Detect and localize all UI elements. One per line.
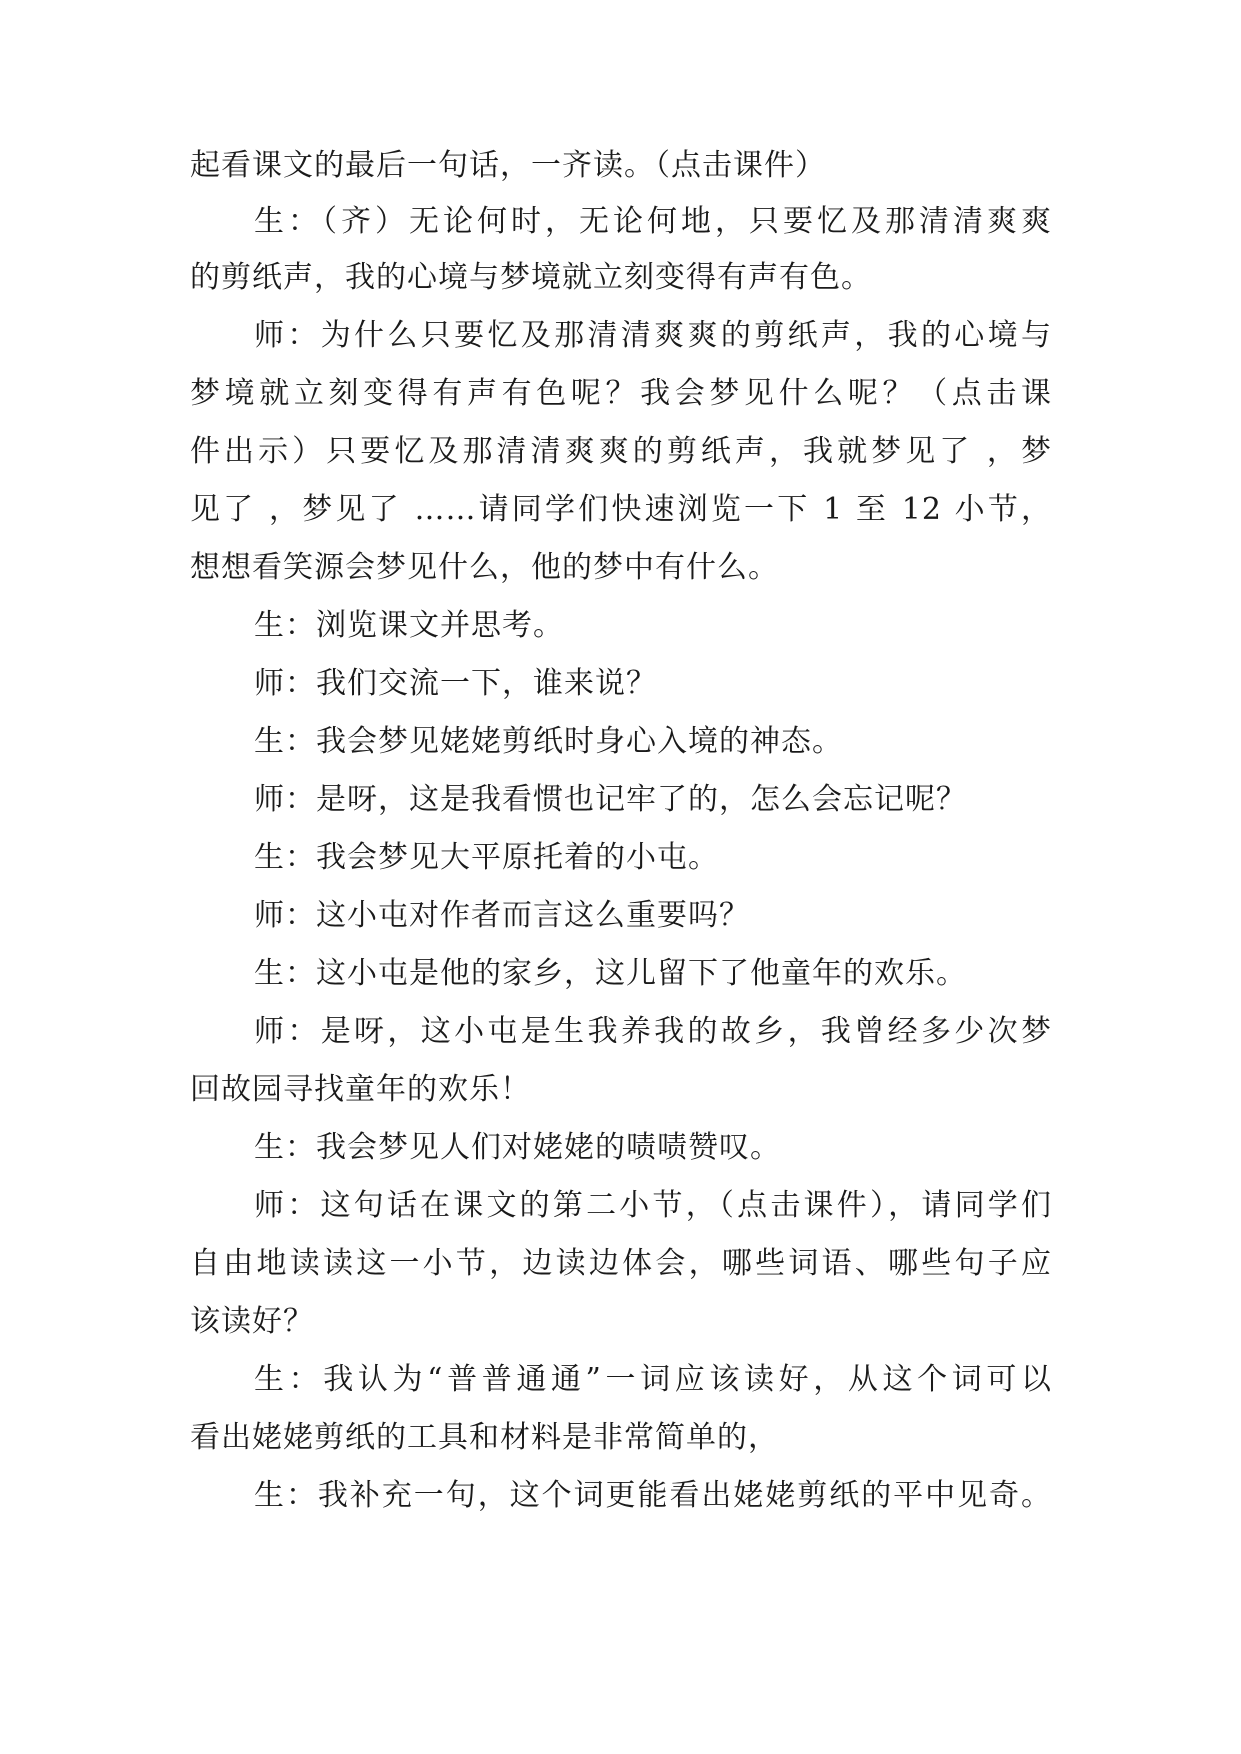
text-line: 看出姥姥剪纸的工具和材料是非常简单的， <box>190 1420 779 1455</box>
text-line: 师：为什么只要忆及那清清爽爽的剪纸声，我的心境与 <box>254 318 1052 353</box>
text-line: 生：（齐）无论何时，无论何地，只要忆及那清清爽爽 <box>254 204 1052 239</box>
text-line: 生：这小屯是他的家乡，这儿留下了他童年的欢乐。 <box>254 956 967 991</box>
text-line: 生：浏览课文并思考。 <box>254 608 564 643</box>
text-line: 师：是呀，这小屯是生我养我的故乡，我曾经多少次梦 <box>254 1014 1052 1049</box>
text-line: 师：这小屯对作者而言这么重要吗？ <box>254 898 750 933</box>
text-line: 梦境就立刻变得有声有色呢？我会梦见什么呢？（点击课 <box>190 376 1052 411</box>
text-line: 师：我们交流一下，谁来说？ <box>254 666 657 701</box>
text-line: 生：我补充一句，这个词更能看出姥姥剪纸的平中见奇。 <box>254 1478 1052 1513</box>
text-line: 起看课文的最后一句话，一齐读。（点击课件） <box>190 148 826 183</box>
text-line: 生：我会梦见人们对姥姥的啧啧赞叹。 <box>254 1130 781 1165</box>
text-line: 的剪纸声，我的心境与梦境就立刻变得有声有色。 <box>190 260 872 295</box>
text-line: 师：这句话在课文的第二小节，（点击课件），请同学们 <box>254 1188 1052 1223</box>
text-line: 生：我认为“普普通通”一词应该读好，从这个词可以 <box>254 1362 1052 1397</box>
text-line: 生：我会梦见大平原托着的小屯。 <box>254 840 719 875</box>
text-line: 该读好？ <box>190 1304 314 1339</box>
text-line: 件出示）只要忆及那清清爽爽的剪纸声，我就梦见了 ，梦 <box>190 434 1052 469</box>
text-line: 生：我会梦见姥姥剪纸时身心入境的神态。 <box>254 724 843 759</box>
text-line: 见了 ，梦见了 ……请同学们快速浏览一下 1 至 12 小节， <box>190 492 1052 527</box>
text-line: 师：是呀，这是我看惯也记牢了的，怎么会忘记呢？ <box>254 782 967 817</box>
text-line: 自由地读读这一小节，边读边体会，哪些词语、哪些句子应 <box>190 1246 1052 1281</box>
text-line: 回故园寻找童年的欢乐！ <box>190 1072 531 1107</box>
text-line: 想想看笑源会梦见什么，他的梦中有什么。 <box>190 550 779 585</box>
